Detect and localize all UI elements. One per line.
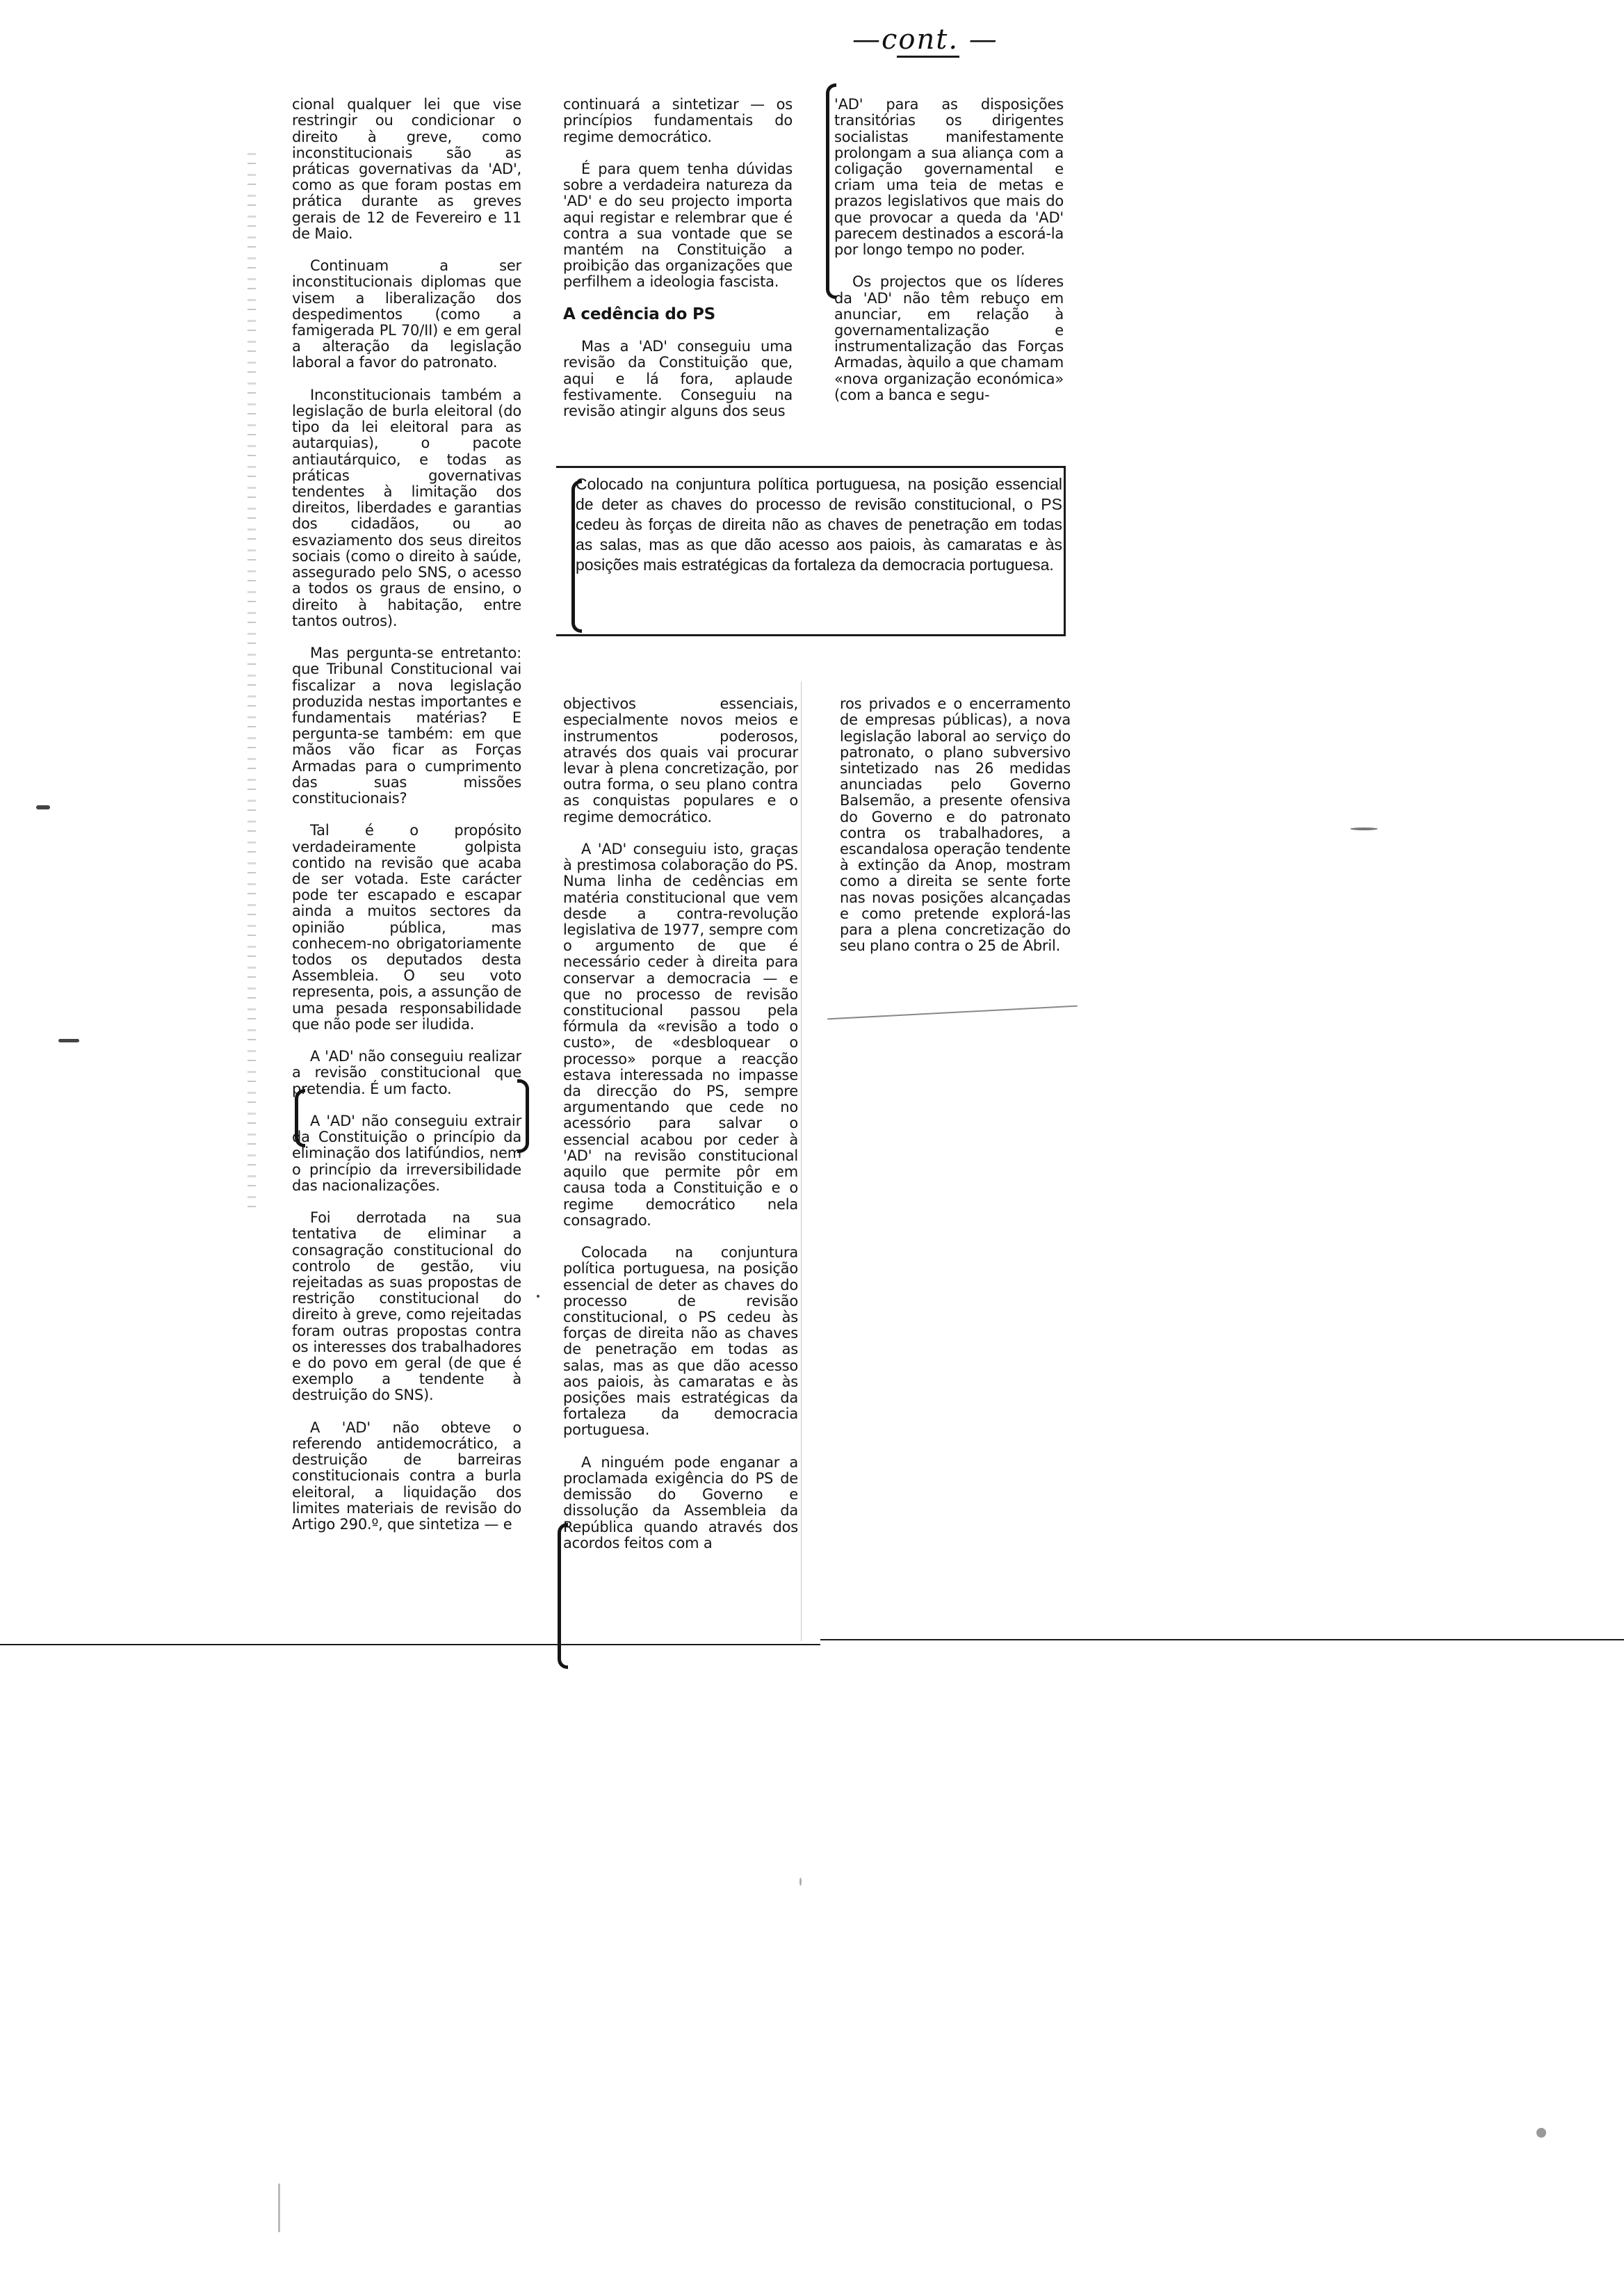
paragraph: Colocada na conjuntura política portuguesa, na posição essencial de deter as chaves do processo de revisão constitucional, o PS cedeu às forças de direita não as chaves de penetração em todas as salas, mas as que dão acesso aos paiois, às camaratas e às posições mais estratégicas da fortaleza da democracia portuguesa.	[563, 1244, 798, 1439]
pullquote-bottom-rule	[556, 634, 1065, 636]
scan-speck	[1536, 2128, 1546, 2138]
highlight-bracket	[295, 1089, 305, 1147]
pullquote-top-rule	[556, 466, 1065, 468]
paragraph: A 'AD' não conseguiu realizar a revisão constitucional que pretendia. É um facto.	[292, 1048, 521, 1097]
article-column-4	[563, 680, 798, 1567]
paragraph: 'AD' para as disposições transitórias os dirigentes socialistas manifestamente prolongam a sua aliança com a coligação governamental e criam uma teia de metas e prazos legislativos que mais do que provocar a queda da 'AD' parecem destinados a escorá-la por longo tempo no poder.	[834, 96, 1064, 259]
pullquote: Colocado na conjuntura política portuguesa, na posição essencial de deter as chaves do processo de revisão constitucional, o PS cedeu às forças de direita não as chaves de penetração em todas as salas, mas as que dão acesso aos paiois, às camaratas e às posições mais estratégicas da fortaleza da democracia portuguesa.	[576, 475, 1062, 574]
paragraph: A ninguém pode enganar a proclamada exigência do PS de demissão do Governo e dissolução da Assembleia da República quando através dos acordos feitos com a	[563, 1453, 798, 1551]
scan-edge-noise	[247, 153, 256, 1210]
paragraph: continuará a sintetizar — os princípios fundamentais do regime democrático.	[563, 96, 793, 145]
paragraph: Inconstitucionais também a legislação de burla eleitoral (do tipo da lei eleitoral para as autarquias), o pacote antiautárquico, e todas as práticas governativas tendentes à limitação dos direitos, liberdades e garantias dos cidadãos, ou ao esvaziamento dos seus direitos sociais (como o direito à saúde, assegurado pelo SNS, o acesso a todos os graus de ensino, o direito à habitação, entre tantos outros).	[292, 386, 521, 629]
handnote-underline	[897, 56, 959, 58]
page-rule	[820, 1639, 1624, 1640]
paragraph: A 'AD' não obteve o referendo antidemocrático, a destruição de barreiras constitucionais contra a burla eleitoral, a liquidação dos limites materiais de revisão do Artigo 290.º, que sintetiza — e	[292, 1419, 521, 1533]
paragraph: A 'AD' conseguiu isto, graças à prestimosa colaboração do PS. Numa linha de cedências em matéria constitucional que vem desde a contra-revolução legislativa de 1977, sempre com o argumento de que é necessário ceder à direita para conservar a democracia — e que no processo de revisão constitucional passou pela fórmula da «revisão a todo o custo», de «desbloquear o processo» porque a reacção estava interessada no impasse da direcção do PS, sempre argumentando que cede no acessório para salvar o essencial acabou por ceder à 'AD' na revisão constitucional aquilo que permite pôr em causa toda a Constituição e o regime democrático nela consagrado.	[563, 841, 798, 1229]
article-column-2	[563, 81, 793, 435]
article-column-3	[834, 81, 1064, 419]
paragraph: Tal é o propósito verdadeiramente golpista contido na revisão que acaba de ser votada. Este carácter pode ter escapado e escapar ainda a muitos sectores da opinião pública, mas conhecem-no obrigatoriamente todos os deputados desta Assembleia. O seu voto representa, pois, a assunção de uma pesada responsabilidade que não pode ser iludida.	[292, 822, 521, 1033]
pullquote-right-rule	[1064, 466, 1066, 636]
section-subheading: A cedência do PS	[563, 305, 716, 323]
paragraph: Mas pergunta-se entretanto: que Tribunal Constitucional vai fiscalizar a nova legislação produzida nestas importantes e fundamentais matérias? E pergunta-se também: em que mãos vão ficar as Forças Armadas para o cumprimento das suas missões constitucionais?	[292, 645, 521, 807]
scan-speck	[278, 2184, 280, 2232]
paragraph: ros privados e o encerramento de empresas públicas), a nova legislação laboral ao serviço do patronato, o plano subversivo sintetizado nas 26 medidas anunciadas pelo Governo Balsemão, a presente ofensiva do Governo e do patronato contra os trabalhadores, a escandalosa operação tendente à extinção da Anop, mostram como a direita se sente forte nas novas posições alcançadas e como pretende explorá-las para a plena concretização do seu plano contra o 25 de Abril.	[840, 695, 1071, 955]
torn-edge-line	[827, 1006, 1078, 1020]
column-rule	[801, 681, 802, 1641]
handwritten-continued-note: —cont. —	[852, 24, 998, 56]
paragraph: É para quem tenha dúvidas sobre a verdadeira natureza da 'AD' e do seu projecto importa aqui registar e relembrar que é contra a sua vontade que se mantém na Constituição a proibição das organizações que perfilhem a ideologia fascista.	[563, 161, 793, 291]
article-column-1	[292, 81, 521, 1549]
paragraph: A 'AD' não conseguiu extrair da Constituição o princípio da eliminação dos latifúndios, nem o princípio da irreversibilidade das nacionalizações.	[292, 1113, 521, 1194]
scan-speck	[1350, 828, 1378, 830]
highlight-bracket	[558, 1523, 568, 1669]
highlight-bracket	[826, 83, 836, 299]
paragraph: Continuam a ser inconstitucionais diplomas que visem a liberalização dos despedimentos (como a famigerada PL 70/II) e em geral a alteração da legislação laboral a favor do patronato.	[292, 257, 521, 371]
paragraph: objectivos essenciais, especialmente novos meios e instrumentos poderosos, através dos quais vai procurar levar à plena concretização, por outra forma, o seu plano contra as conquistas populares e o regime democrático.	[563, 695, 798, 825]
page-rule	[0, 1644, 820, 1645]
paragraph: cional qualquer lei que vise restringir ou condicionar o direito à greve, como inconstitucionais são as práticas governativas da 'AD', como as que foram postas em prática durante as greves gerais de 12 de Fevereiro e 11 de Maio.	[292, 96, 521, 242]
paragraph: Os projectos que os líderes da 'AD' não têm rebuço em anunciar, em relação à governamentalização e instrumentalização das Forças Armadas, àquilo a que chamam «nova organização económica» (com a banca e segu-	[834, 273, 1064, 403]
scan-speck	[799, 1878, 802, 1886]
scan-speck	[58, 1039, 79, 1042]
paragraph: Foi derrotada na sua tentativa de eliminar a consagração constitucional do controlo de gestão, viu rejeitadas as suas propostas de restrição constitucional do direito à greve, como rejeitadas foram outras propostas contra os interesses dos trabalhadores e do povo em geral (de que é exemplo a tendente à destruição do SNS).	[292, 1209, 521, 1404]
article-column-5	[840, 680, 1071, 971]
scan-speck	[537, 1295, 539, 1298]
highlight-bracket	[517, 1079, 529, 1153]
scan-speck	[36, 805, 50, 809]
paragraph: Mas a 'AD' conseguiu uma revisão da Constituição que, aqui e lá fora, aplaude festivamente. Conseguiu na revisão atingir alguns dos seus	[563, 338, 793, 420]
